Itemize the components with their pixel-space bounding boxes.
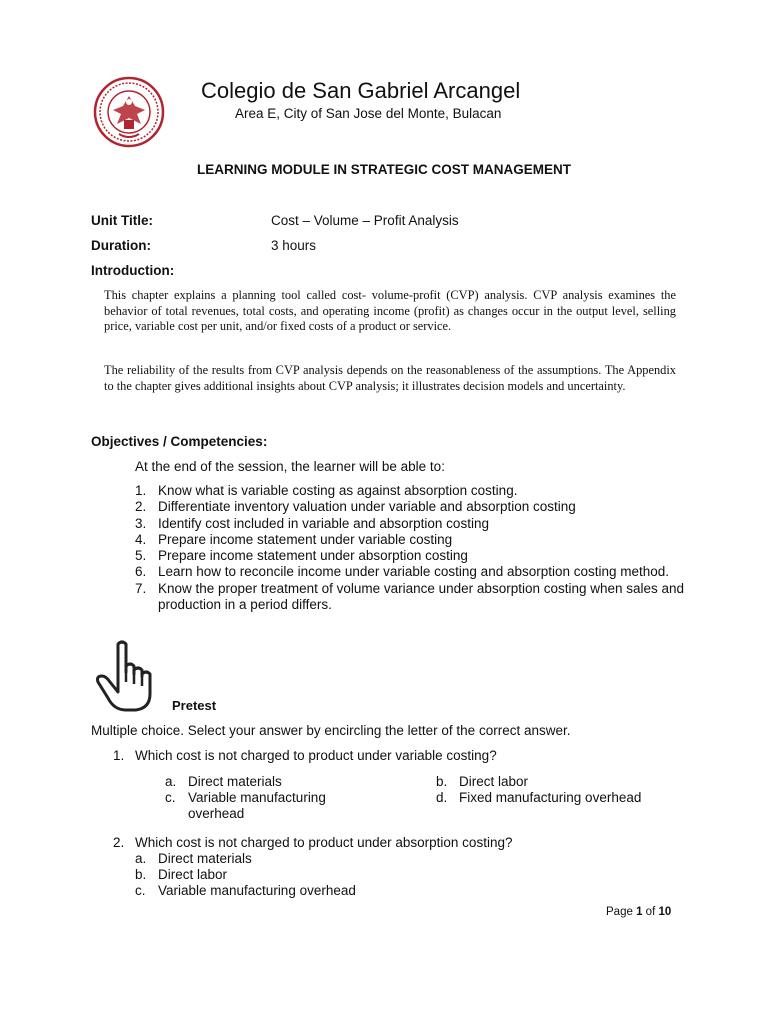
pretest-label: Pretest	[172, 698, 217, 713]
q2-choice-b: b. Direct labor	[135, 867, 228, 882]
objectives-lead: At the end of the session, the learner will be able to:	[135, 459, 445, 474]
q1-choice-b: b. Direct labor	[436, 774, 529, 789]
question-2-text: Which cost is not charged to product under absorption costing?	[135, 835, 513, 850]
module-title: LEARNING MODULE IN STRATEGIC COST MANAGEMENT	[197, 162, 571, 177]
question-1-text: Which cost is not charged to product under variable costing?	[135, 748, 497, 763]
objectives-list	[135, 483, 695, 613]
q2-choice-c: c. Variable manufacturing overhead	[135, 883, 356, 898]
duration-label: Duration:	[91, 238, 151, 253]
objectives-heading: Objectives / Competencies:	[91, 434, 268, 449]
school-name: Colegio de San Gabriel Arcangel	[201, 78, 521, 103]
unit-title-value: Cost – Volume – Profit Analysis	[271, 213, 459, 228]
school-address: Area E, City of San Jose del Monte, Bulacan	[235, 106, 502, 121]
list-item: 1. Know what is variable costing as against absorption costing.	[135, 483, 518, 498]
q2-choice-a: a. Direct materials	[135, 851, 252, 866]
unit-title-label: Unit Title:	[91, 213, 153, 228]
question-2-number: 2.	[113, 835, 125, 850]
duration-value: 3 hours	[271, 238, 317, 253]
question-1-number: 1.	[113, 748, 125, 763]
page-number: Page 1 of 10	[606, 906, 672, 918]
list-item: 5. Prepare income statement under absorption costing	[135, 548, 468, 564]
q1-choice-c: c. Variable manufacturing overhead	[165, 790, 326, 821]
list-item: 2. Differentiate inventory valuation under variable and absorption costing	[135, 499, 576, 515]
intro-paragraph-2: The reliability of the results from CVP analysis depends on the reasonableness of the assumptions. The Appendix to the chapter gives additional insights about CVP analysis; it illustrates decision models and uncertainty.	[104, 363, 676, 393]
pointing-hand-icon	[92, 638, 170, 714]
list-item: 7. Know the proper treatment of volume variance under absorption costing when sales and production in a period differs.	[135, 580, 685, 613]
list-item: 3. Identify cost included in variable and absorption costing	[135, 515, 489, 531]
list-item: 6. Learn how to reconcile income under variable costing and absorption costing method.	[135, 564, 670, 580]
list-item: 4. Prepare income statement under variable costing	[135, 531, 453, 547]
pretest-instruction: Multiple choice. Select your answer by encircling the letter of the correct answer.	[91, 723, 571, 738]
q1-choice-a: a. Direct materials	[165, 774, 282, 789]
introduction-heading: Introduction:	[91, 263, 175, 278]
intro-paragraph-1: This chapter explains a planning tool called cost- volume-profit (CVP) analysis. CVP analysis examines the behavior of total revenues, total costs, and operating income (profit) as changes occur in the output level, selling price, variable cost per unit, and/or fixed costs of a product or service.	[104, 288, 676, 333]
school-seal-icon	[93, 76, 165, 148]
q1-choice-d: d. Fixed manufacturing overhead	[436, 790, 642, 805]
